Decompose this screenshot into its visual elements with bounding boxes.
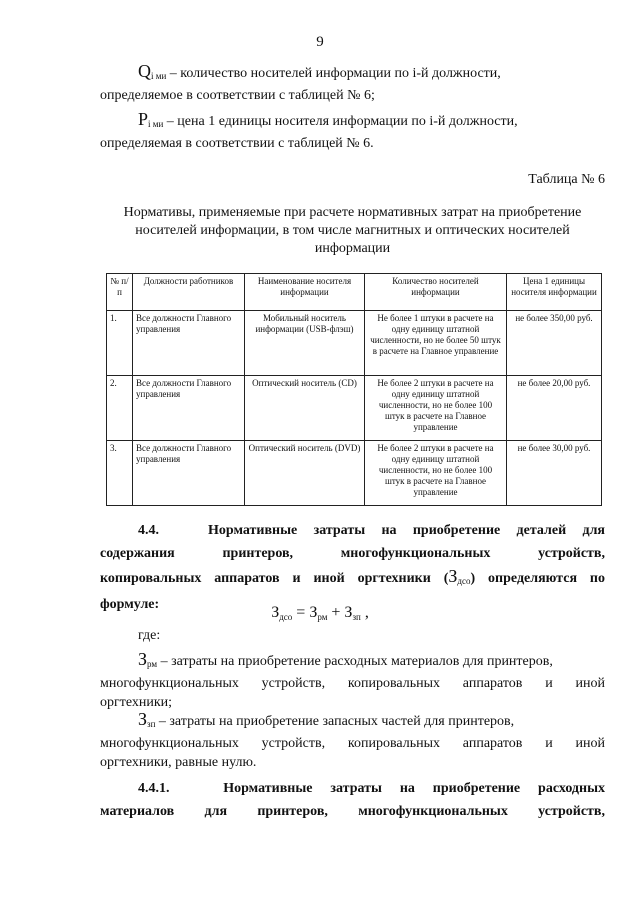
row-positions: Все должности Главного управления [133,311,245,376]
row-number: 1. [107,311,133,376]
row-quantity: Не более 2 штуки в расчете на одну единицу штатной численности, но не более 100 штук в расчете на Главное управление [365,441,507,506]
formula [0,604,640,622]
row-number: 2. [107,376,133,441]
row-number: 3. [107,441,133,506]
formula-plus: + [327,604,345,621]
table-row [107,376,602,441]
table-row [107,441,602,506]
row-positions: Все должности Главного управления [133,441,245,506]
section-4-4-1-line2: материалов для принтеров, многофункциональных устройств, [100,804,605,819]
row-price: не более 20,00 руб. [507,376,602,441]
row-quantity: Не более 1 штуки в расчете на одну единицу штатной численности, но не более 50 штук в расчете на Главное управление [365,311,507,376]
header-quantity: Количество носителей информации [365,274,507,311]
formula-t1: З [309,604,318,621]
row-positions: Все должности Главного управления [133,376,245,441]
header-media-name: Наименование носителя информации [245,274,365,311]
section-4-4-1-number: 4.4.1. [138,781,170,796]
header-price: Цена 1 единицы носителя информации [507,274,602,311]
row-price: не более 350,00 руб. [507,311,602,376]
section-4-4-line3a: копировальных аппаратов и иной оргтехники ( [100,571,449,586]
definition-zzp-line1: – затраты на приобретение запасных частей для принтеров, [158,714,515,729]
table-label: Таблица № 6 [528,172,605,187]
row-media-name: Оптический носитель (CD) [245,376,365,441]
definition-q [100,62,605,105]
norms-table [106,273,602,506]
symbol-q-sub: i ми [151,71,167,81]
row-price: не более 30,00 руб. [507,441,602,506]
formula-end: , [360,604,369,621]
definition-zzp [100,710,605,772]
page-number: 9 [316,34,324,50]
symbol-p-sub: i ми [148,119,164,129]
symbol-zdso-sub: дсо [457,576,471,586]
table-row [107,311,602,376]
definition-zrm-line3: оргтехники; [100,695,173,710]
formula-eq: = [292,604,310,621]
definition-zzp-line3: оргтехники, равные нулю. [100,755,257,770]
symbol-zzp-sub: зп [147,719,156,729]
where-label: где: [138,628,161,643]
symbol-zrm-sub: рм [147,659,158,669]
definition-p-line2: определяемая в соответствии с таблицей № 6. [100,136,374,151]
formula-t1-sub: рм [317,612,328,622]
section-4-4-line4: формуле: [100,597,160,612]
symbol-q: Q [138,61,151,81]
formula-t2: З [344,604,353,621]
table-title: Нормативы, применяемые при расчете нормативных затрат на приобретение носителей информации, в том числе магнитных и оптических носителей информации [123,205,582,256]
definition-p-line1: – цена 1 единицы носителя информации по i-й должности, [166,114,518,129]
definition-q-line2: определяемое в соответствии с таблицей № 6; [100,88,375,103]
definition-p [100,110,605,153]
formula-lhs-sub: дсо [279,612,293,622]
section-4-4-line2: содержания принтеров, многофункциональных устройств, [100,546,605,561]
definition-zrm [100,650,605,712]
row-media-name: Оптический носитель (DVD) [245,441,365,506]
definition-zzp-line2: многофункциональных устройств, копировальных аппаратов и иной [100,736,605,751]
section-4-4-line1: Нормативные затраты на приобретение деталей для [208,523,605,538]
formula-t2-sub: зп [352,612,361,622]
symbol-zzp: З [138,709,148,729]
section-4-4-line3b: ) определяются по [470,571,605,586]
definition-zrm-line1: – затраты на приобретение расходных материалов для принтеров, [160,654,553,669]
symbol-zdso: З [448,566,458,586]
section-4-4-1 [100,777,605,823]
row-media-name: Мобильный носитель информации (USB-флэш) [245,311,365,376]
formula-lhs: З [271,604,280,621]
symbol-p: P [138,109,149,129]
section-4-4 [100,519,605,616]
definition-zrm-line2: многофункциональных устройств, копировальных аппаратов и иной [100,676,605,691]
definition-q-line1: – количество носителей информации по i-й должности, [169,66,501,81]
symbol-zrm: З [138,649,148,669]
section-4-4-1-line1: Нормативные затраты на приобретение расходных [223,781,606,796]
table-header-row [107,274,602,311]
section-4-4-number: 4.4. [138,523,159,538]
header-positions: Должности работников [133,274,245,311]
row-quantity: Не более 2 штуки в расчете на одну единицу штатной численности, но не более 100 штук в расчете на Главное управление [365,376,507,441]
header-number: № п/п [107,274,133,311]
